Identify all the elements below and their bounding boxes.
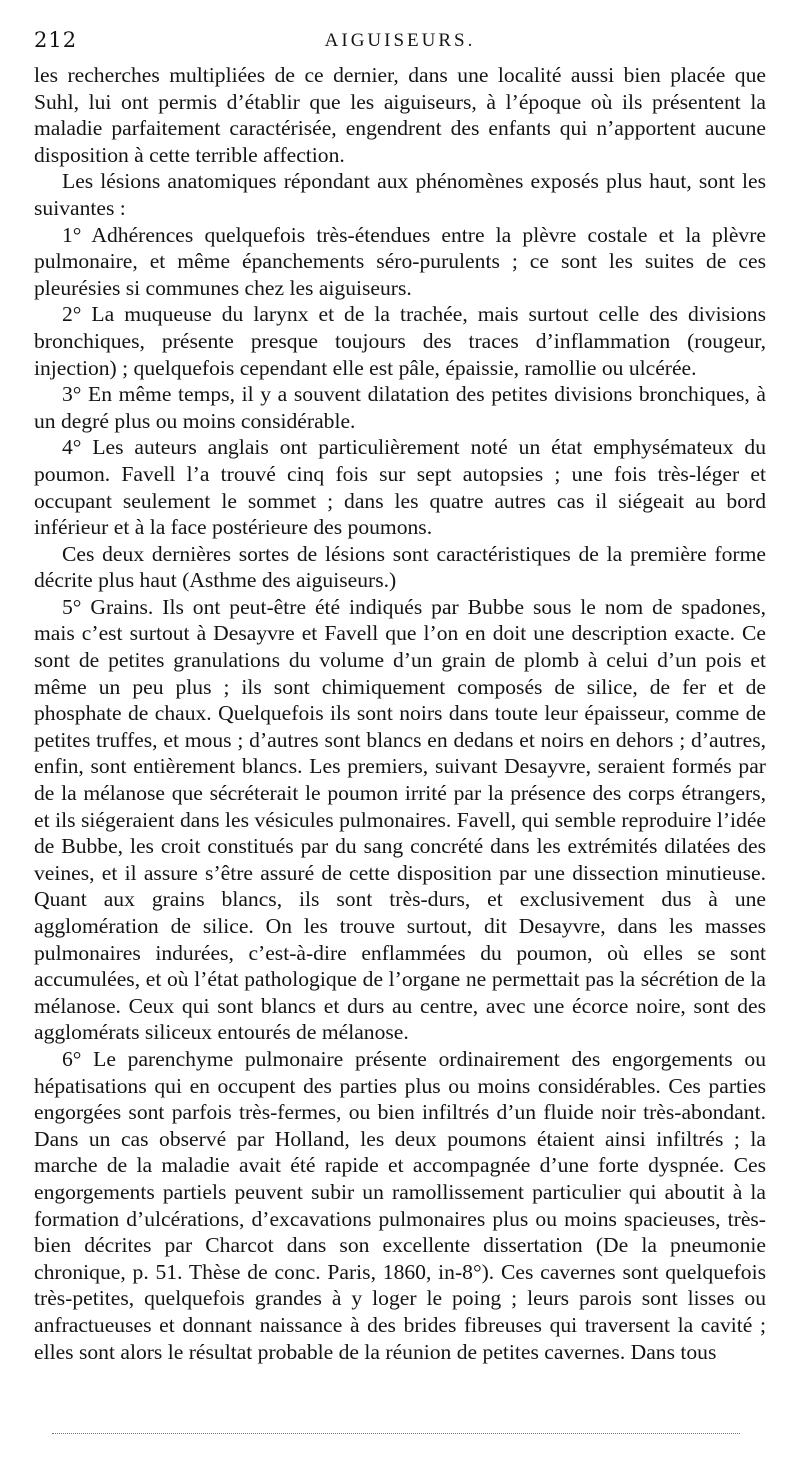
body-text (34, 62, 766, 1365)
paragraph-note: Ces deux dernières sortes de lésions sont caractéristiques de la première forme décrite plus haut (Asthme des aiguiseurs.) (34, 541, 766, 593)
running-title: AIGUISEURS. (324, 30, 476, 51)
paragraph-continuation: les recherches multipliées de ce dernier, dans une localité aussi bien placée que Suhl, lui ont permis d’établir que les aiguiseurs, à l’époque où ils présentent la maladie parfaitement caractérisée, engendrent des enfants qui n’apportent aucune disposition à cette terrible affection. (34, 63, 766, 167)
paragraph-item-1: 1° Adhérences quelquefois très-étendues entre la plèvre costale et la plèvre pulmonaire, et même épanchements séro-purulents ; ce sont les suites de ces pleurésies si communes chez les aiguiseurs. (34, 222, 766, 300)
paragraph-item-5: 5° Grains. Ils ont peut-être été indiqués par Bubbe sous le nom de spadones, mais c’est surtout à Desayvre et Favell que l’on en doit une description exacte. Ce sont de petites granulations du volume d’un grain de plomb à celui d’un pois et même un peu plus ; ils sont chimiquement composés de silice, de fer et de phosphate de chaux. Quelquefois ils sont noirs dans toute leur épaisseur, comme de petites truffes, et mous ; d’autres sont blancs en dedans et noirs en dehors ; d’autres, enfin, sont entièrement blancs. Les premiers, suivant Desayvre, seraient formés par de la mélanose que sécréterait le poumon irrité par la présence des corps étrangers, et ils siégeraient dans les vésicules pulmonaires. Favell, qui semble reproduire l’idée de Bubbe, les croit constitués par du sang concrété dans les extrémités dilatées des veines, et il assure s’être assuré de cette disposition par une dissection minutieuse. Quant aux grains blancs, ils sont très-durs, et exclusivement dus à une agglomération de silice. On les trouve surtout, dit Desayvre, dans les masses pulmonaires indurées, c’est-à-dire enflammées du poumon, où elles se sont accumulées, et où l’état pathologique de l’organe ne permettait pas la sécrétion de la mélanose. Ceux qui sont blancs et durs au centre, avec une écorce noire, sont des agglomérats siliceux entourés de mélanose. (34, 594, 766, 1045)
paragraph-lesions-intro: Les lésions anatomiques répondant aux phénomènes exposés plus haut, sont les suivantes : (34, 169, 766, 220)
paragraph-item-6: 6° Le parenchyme pulmonaire présente ordinairement des engorgements ou hépatisations qui en occupent des parties plus ou moins considérables. Ces parties engorgées sont parfois très-fermes, ou bien infiltrés d’un fluide noir très-abondant. Dans un cas observé par Holland, les deux poumons étaient ainsi infiltrés ; la marche de la maladie avait été rapide et accompagnée d’une forte dyspnée. Ces engorgements partiels peuvent subir un ramollissement particulier qui aboutit à la formation d’ulcérations, d’excavations pulmonaires plus ou moins spacieuses, très-bien décrites par Charcot dans son excellente dissertation (De la pneumonie chronique, p. 51. Thèse de conc. Paris, 1860, in-8°). Ces cavernes sont quelquefois très-petites, quelquefois grandes à y loger le poing ; leurs parois sont lisses ou anfractueuses et donnant naissance à des brides fibreuses qui traversent la cavité ; elles sont alors le résultat probable de la réunion de petites cavernes. Dans tous (34, 1046, 766, 1364)
paragraph-item-4: 4° Les auteurs anglais ont particulièrement noté un état emphysémateux du poumon. Favell l’a trouvé cinq fois sur sept autopsies ; une fois très-léger et occupant seulement le sommet ; dans les quatre autres cas il siégeait au bord inférieur et à la face postérieure des poumons. (34, 435, 766, 540)
footer-rule (52, 1433, 740, 1434)
page-header (34, 28, 766, 58)
paragraph-item-3: 3° En même temps, il y a souvent dilatation des petites divisions bronchiques, à un degré plus ou moins considérable. (34, 382, 766, 433)
paragraph-item-2: 2° La muqueuse du larynx et de la trachée, mais surtout celle des divisions bronchiques, présente presque toujours des traces d’inflammation (rougeur, injection) ; quelquefois cependant elle est pâle, épaissie, ramollie ou ulcérée. (34, 302, 766, 380)
page-number: 212 (34, 28, 78, 52)
